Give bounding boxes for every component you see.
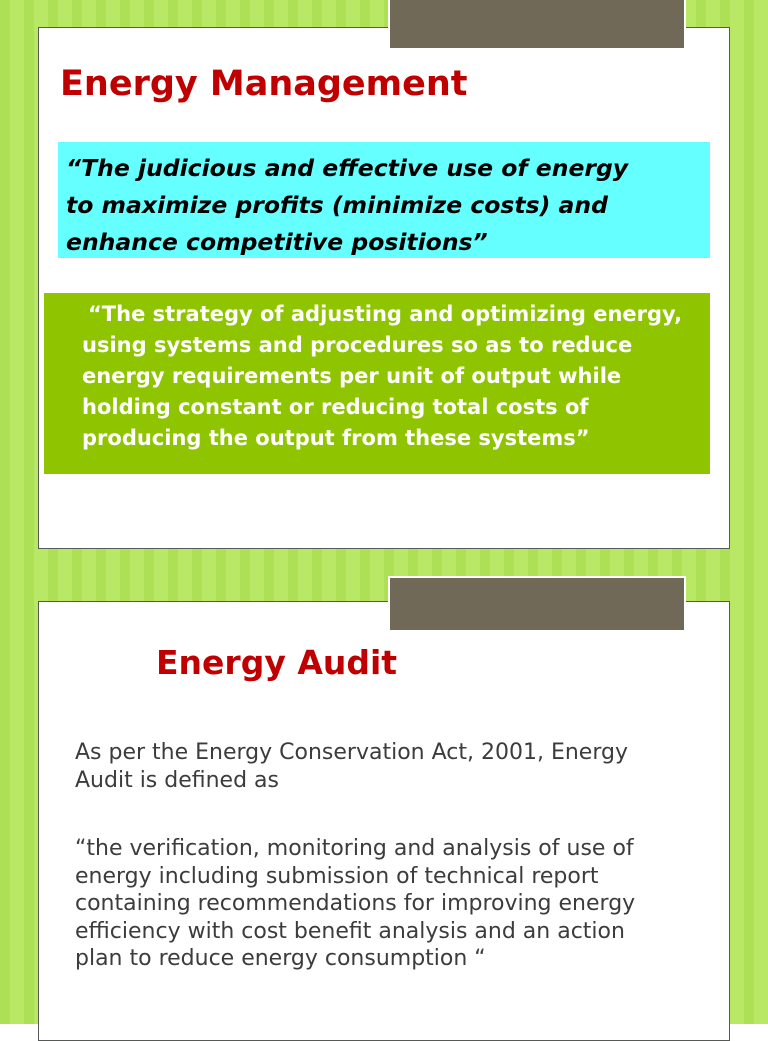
quote-line: to maximize profits (minimize costs) and xyxy=(66,191,608,219)
strategy-line: holding constant or reducing total costs of xyxy=(82,395,589,419)
intro-paragraph xyxy=(75,739,725,794)
definition-line: “the verification, monitoring and analysis of use of xyxy=(75,836,634,861)
strategy-box xyxy=(44,293,710,474)
strategy-line: “The strategy of adjusting and optimizing energy, xyxy=(88,302,683,326)
slide-2-title: Energy Audit xyxy=(156,643,398,682)
definition-paragraph xyxy=(75,835,725,973)
quote-box xyxy=(58,142,710,258)
intro-line: Audit is defined as xyxy=(75,767,279,793)
quote-line: enhance competitive positions” xyxy=(66,228,488,256)
intro-line: As per the Energy Conservation Act, 2001, Energy xyxy=(75,740,628,765)
definition-line: energy including submission of technical report xyxy=(75,863,599,889)
definition-line: containing recommendations for improving energy xyxy=(75,891,636,916)
quote-line: “The judicious and effective use of energy xyxy=(66,154,629,182)
definition-line: efficiency with cost benefit analysis and an action xyxy=(75,918,625,944)
slide-2-header-tab xyxy=(388,576,686,632)
strategy-line: using systems and procedures so as to reduce xyxy=(82,333,633,357)
strategy-line: producing the output from these systems” xyxy=(82,426,590,450)
slide-1-header-tab xyxy=(388,0,686,50)
definition-line: plan to reduce energy consumption “ xyxy=(75,946,486,971)
slide-1-title: Energy Management xyxy=(60,64,468,104)
strategy-line: energy requirements per unit of output while xyxy=(82,364,622,388)
